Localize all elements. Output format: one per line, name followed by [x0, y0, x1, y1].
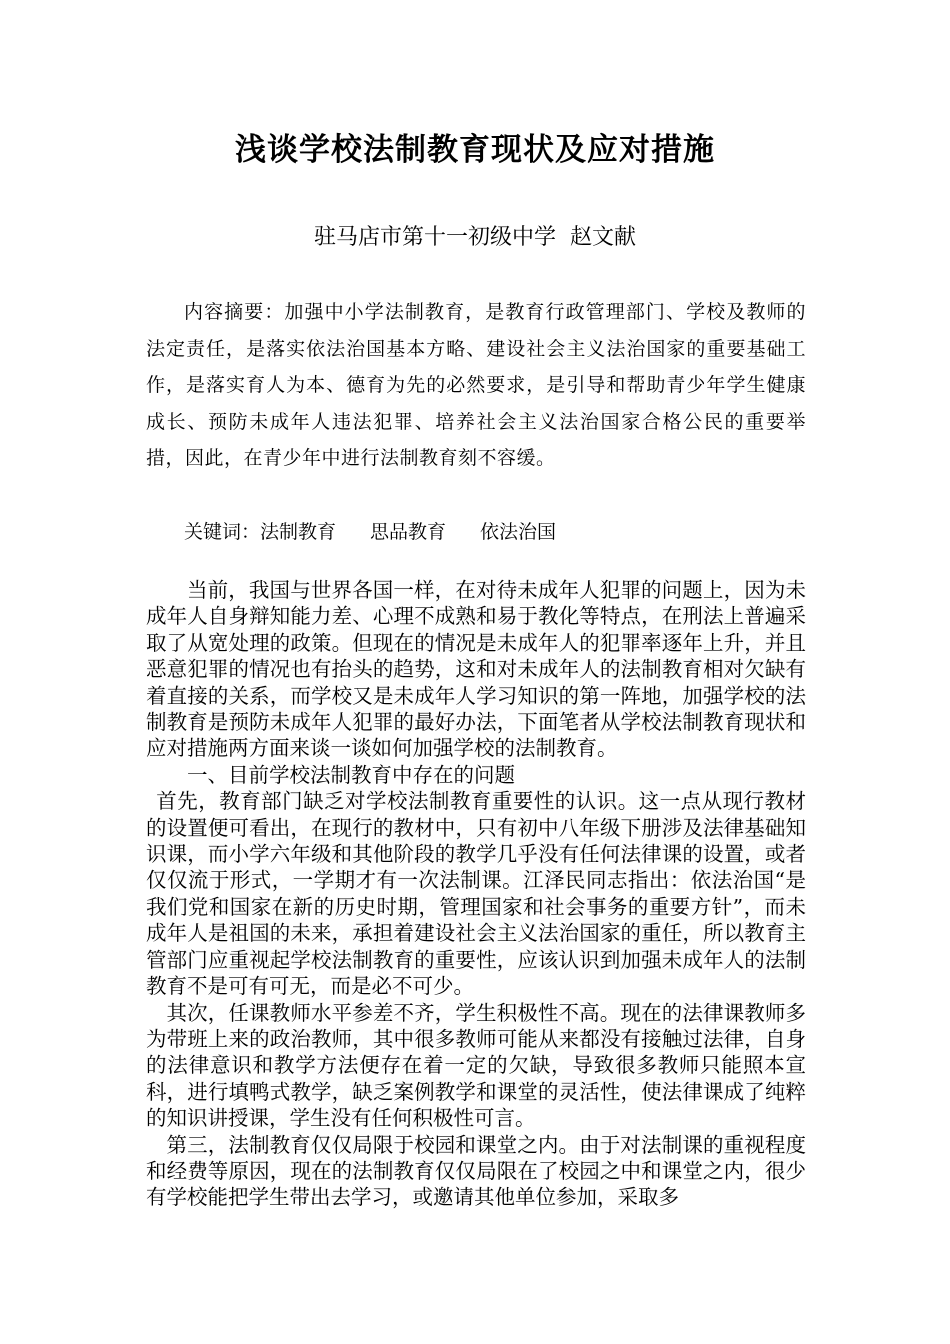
- abstract-block: [146, 294, 806, 477]
- body-paragraph: 首先，教育部门缺乏对学校法制教育重要性的认识。这一点从现行教材的设置便可看出，在现行的教材中，只有初中八年级下册涉及法律基础知识课，而小学六年级和其他阶段的教学几乎没有任何法律课的设置，或者仅仅流于形式，一学期才有一次法制课。江泽民同志指出：依法治国“是我们党和国家在新的历史时期，管理国家和社会事务的重要方针”，而未成年人是祖国的未来，承担着建设社会主义法治国家的重任，所以教育主管部门应重视起学校法制教育的重要性，应该认识到加强未成年人的法制教育不是可有可无，而是必不可少。: [146, 789, 806, 999]
- body-paragraph: 第三，法制教育仅仅局限于校园和课堂之内。由于对法制课的重视程度和经费等原因，现在的法制教育仅仅局限在了校园之中和课堂之内，很少有学校能把学生带出去学习，或邀请其他单位参加，采取多: [146, 1132, 806, 1210]
- body-text: [146, 577, 806, 1211]
- document-title: 浅谈学校法制教育现状及应对措施: [235, 132, 715, 168]
- keywords-line: [146, 514, 806, 550]
- author-line: 驻马店市第十一初级中学 赵文献: [314, 225, 636, 250]
- keyword-item: 依法治国: [480, 521, 557, 543]
- abstract-text: 内容摘要：加强中小学法制教育，是教育行政管理部门、学校及教师的法定责任，是落实依法治国基本方略、建设社会主义法治国家的重要基础工作，是落实育人为本、德育为先的必然要求，是引导和帮助青少年学生健康成长、预防未成年人违法犯罪、培养社会主义法治国家合格公民的重要举措，因此，在青少年中进行法制教育刻不容缓。: [146, 301, 806, 470]
- body-paragraph: 其次，任课教师水平参差不齐，学生积极性不高。现在的法律课教师多为带班上来的政治教师，其中很多教师可能从来都没有接触过法律，自身的法律意识和教学方法便存在着一定的欠缺，导致很多教师只能照本宣科，进行填鸭式教学，缺乏案例教学和课堂的灵活性，使法律课成了纯粹的知识讲授课，学生没有任何积极性可言。: [146, 1000, 806, 1131]
- body-paragraph: 当前，我国与世界各国一样，在对待未成年人犯罪的问题上，因为未成年人自身辩知能力差、心理不成熟和易于教化等特点，在刑法上普遍采取了从宽处理的政策。但现在的情况是未成年人的犯罪率逐年上升，并且恶意犯罪的情况也有抬头的趋势，这和对未成年人的法制教育相对欠缺有着直接的关系，而学校又是未成年人学习知识的第一阵地，加强学校的法制教育是预防未成年人犯罪的最好办法，下面笔者从学校法制教育现状和应对措施两方面来谈一谈如何加强学校的法制教育。: [146, 578, 806, 761]
- keyword-item: 思品教育: [370, 521, 447, 543]
- section-heading: 一、目前学校法制教育中存在的问题: [187, 762, 515, 787]
- keyword-item: 法制教育: [260, 521, 337, 543]
- keywords-label: 关键词：: [184, 521, 261, 543]
